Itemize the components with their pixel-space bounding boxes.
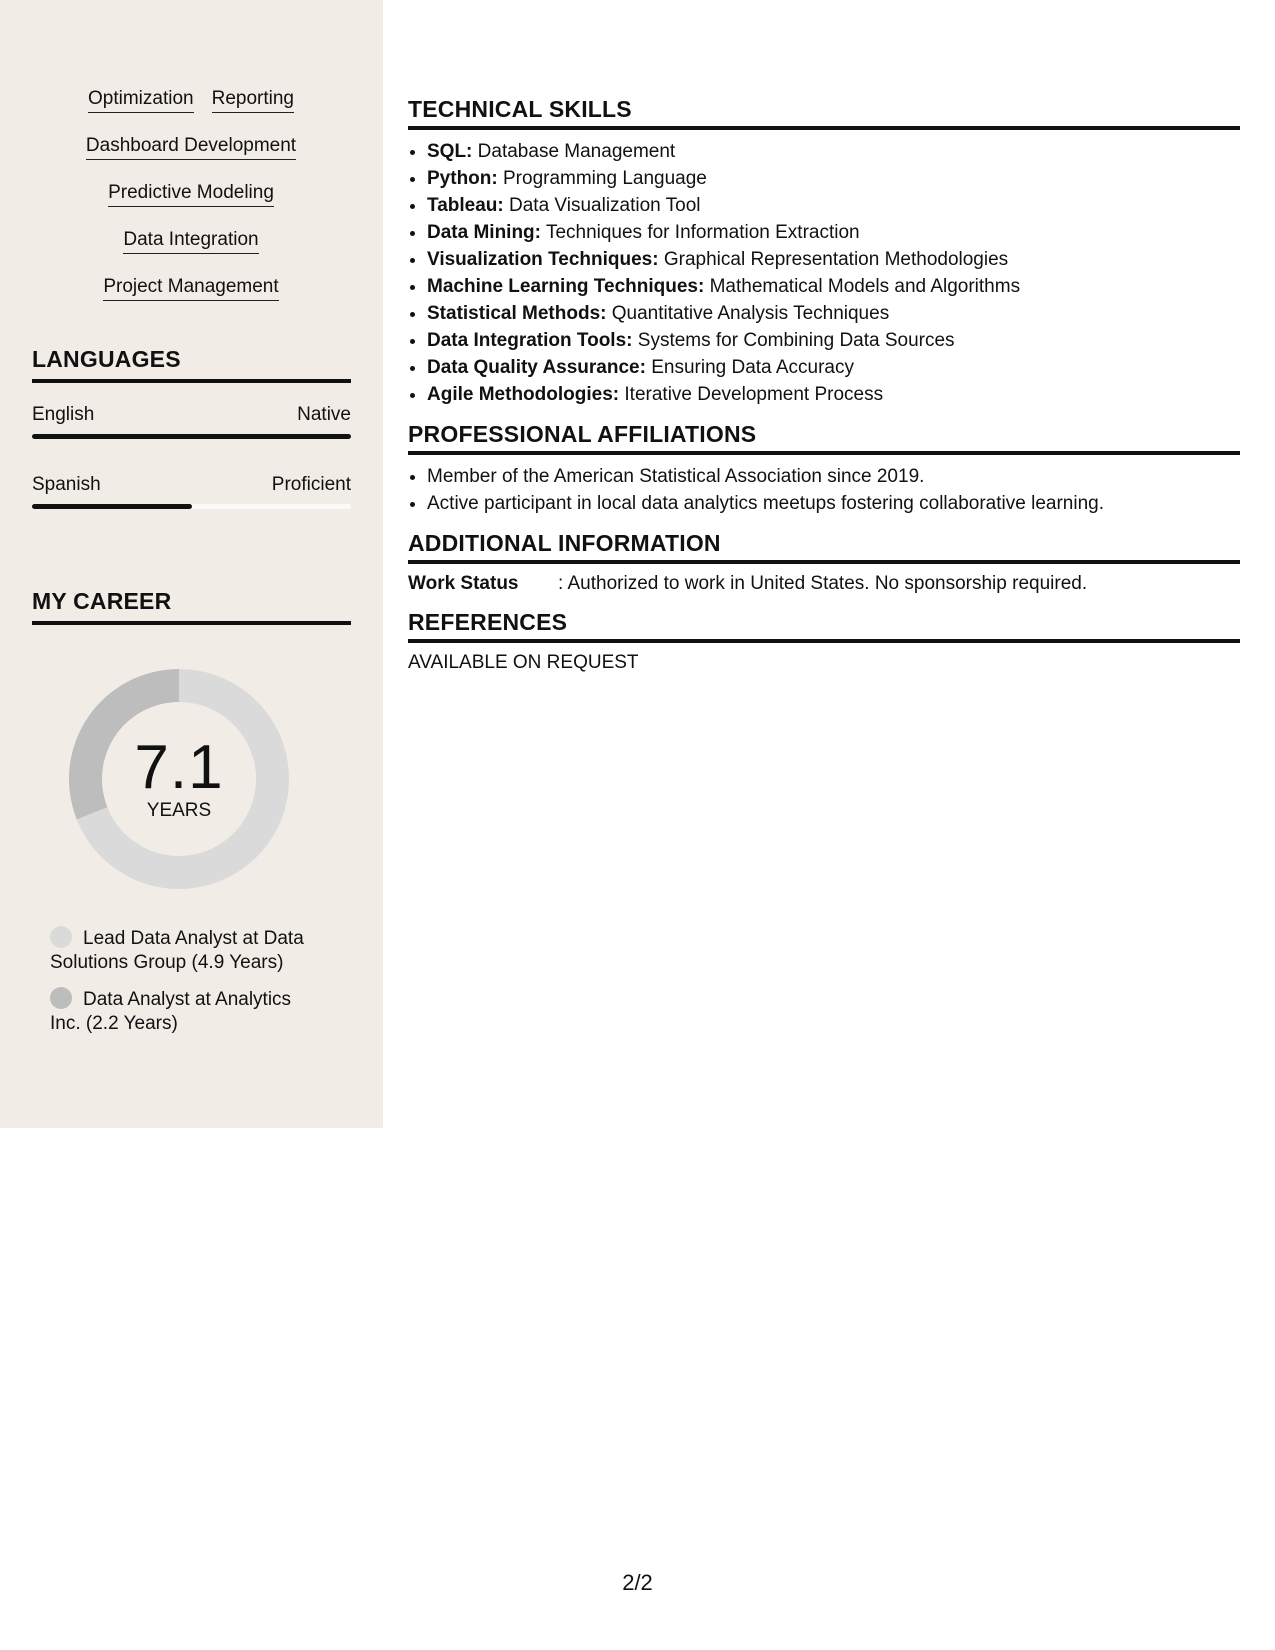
work-status-value: : Authorized to work in United States. No sponsorship required. [558, 573, 1088, 594]
skill-tag: Dashboard Development [86, 135, 296, 160]
skill-term: Visualization Techniques: [427, 249, 659, 270]
skill-desc: Ensuring Data Accuracy [651, 357, 854, 378]
additional-info-section [408, 530, 1240, 596]
skill-desc: Systems for Combining Data Sources [637, 330, 955, 351]
skill-term: Agile Methodologies: [427, 384, 620, 405]
language-name: Spanish [32, 474, 101, 495]
legend-dot-icon [50, 926, 72, 948]
career-heading: MY CAREER [32, 588, 351, 625]
skill-desc: Data Visualization Tool [509, 195, 701, 216]
list-item [427, 354, 1240, 381]
tag-row [32, 229, 350, 254]
list-item [427, 300, 1240, 327]
skill-tag: Reporting [212, 88, 294, 113]
skill-desc: Techniques for Information Extraction [545, 222, 860, 243]
affiliations-heading: PROFESSIONAL AFFILIATIONS [408, 421, 1240, 455]
skill-tag: Project Management [103, 276, 278, 301]
language-level: Native [297, 404, 351, 425]
career-legend-item [50, 987, 320, 1036]
additional-info-heading: ADDITIONAL INFORMATION [408, 530, 1240, 564]
skill-tag: Data Integration [123, 229, 258, 254]
language-row [32, 404, 351, 426]
skill-tag: Optimization [88, 88, 194, 113]
skill-desc: Programming Language [503, 168, 707, 189]
list-item [427, 165, 1240, 192]
list-item [427, 138, 1240, 165]
skill-tag: Predictive Modeling [108, 182, 274, 207]
skill-desc: Quantitative Analysis Techniques [611, 303, 890, 324]
technical-skills-list [408, 138, 1240, 408]
skill-term: Machine Learning Techniques: [427, 276, 705, 297]
skill-desc: Mathematical Models and Algorithms [709, 276, 1021, 297]
languages-heading: LANGUAGES [32, 346, 351, 383]
tag-row [32, 135, 350, 160]
list-item [427, 381, 1240, 408]
references-heading: REFERENCES [408, 609, 1240, 643]
work-status-label: Work Status [408, 573, 519, 594]
skill-term: Data Quality Assurance: [427, 357, 646, 378]
career-total-unit: YEARS [146, 800, 212, 821]
language-level: Proficient [271, 474, 351, 495]
career-role-label: Data Analyst at Analytics Inc. (2.2 Years) [50, 989, 292, 1034]
page-number: 2/2 [622, 1570, 653, 1595]
list-item: • Active participant in local data analytics meetups fostering collaborative learning. [427, 490, 1240, 517]
list-item: • Member of the American Statistical Association since 2019. [427, 463, 1240, 490]
sidebar [0, 0, 383, 1128]
language-proficiency-fill [32, 434, 351, 439]
legend-dot-icon [50, 987, 72, 1009]
skill-term: Python: [427, 168, 498, 189]
skill-term: SQL: [427, 141, 473, 162]
career-total-value: 7.1 [134, 733, 224, 802]
language-name: English [32, 404, 95, 425]
main-content [408, 96, 1240, 688]
list-item [427, 246, 1240, 273]
references-section [408, 609, 1240, 675]
list-item [427, 327, 1240, 354]
references-text: AVAILABLE ON REQUEST [408, 652, 639, 673]
list-item [427, 192, 1240, 219]
technical-skills-heading: TECHNICAL SKILLS [408, 96, 1240, 130]
technical-skills-section [408, 96, 1240, 408]
skill-desc: Iterative Development Process [624, 384, 884, 405]
skill-term: Statistical Methods: [427, 303, 607, 324]
list-item [427, 273, 1240, 300]
skill-term: Data Mining: [427, 222, 541, 243]
skill-term: Tableau: [427, 195, 504, 216]
career-role-label: Lead Data Analyst at Data Solutions Group (4.9 Years) [50, 928, 304, 973]
language-proficiency-fill [32, 504, 192, 509]
skill-term: Data Integration Tools: [427, 330, 633, 351]
career-legend-item [50, 926, 320, 975]
skill-desc: Database Management [477, 141, 676, 162]
work-status-row [408, 572, 1240, 596]
language-proficiency-bar [32, 434, 351, 439]
affiliations-list [408, 463, 1240, 517]
list-item [427, 219, 1240, 246]
affiliations-section [408, 421, 1240, 517]
career-legend [50, 926, 320, 1048]
language-row [32, 474, 351, 496]
tag-row [32, 182, 350, 207]
skill-desc: Graphical Representation Methodologies [663, 249, 1009, 270]
tag-row [32, 88, 350, 113]
language-proficiency-bar [32, 504, 351, 509]
skill-tags [32, 88, 350, 323]
tag-row [32, 276, 350, 301]
